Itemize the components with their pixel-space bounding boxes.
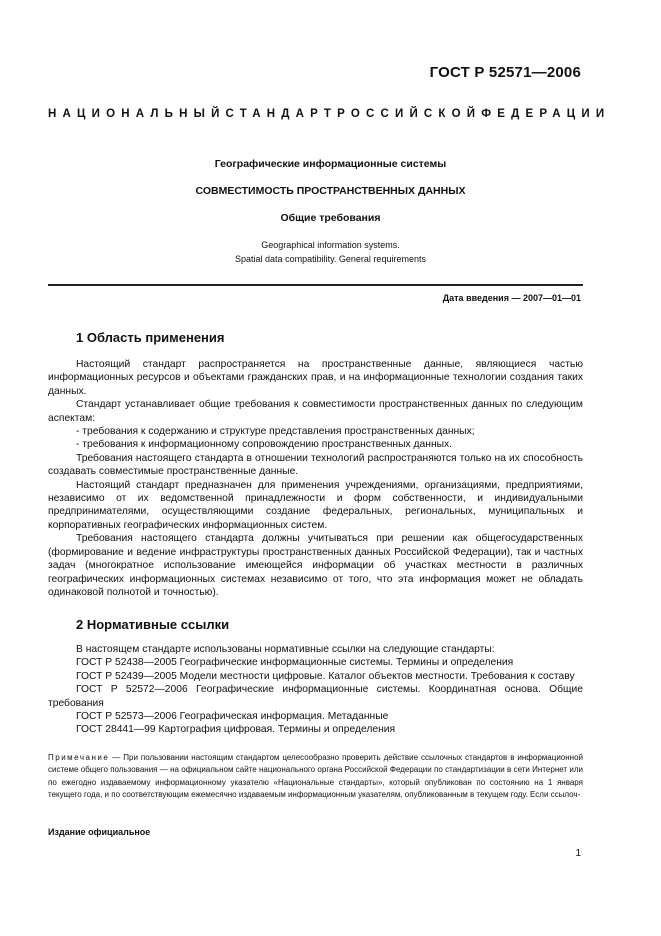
note-text: — При пользовании настоящим стандартом целесообразно проверить действие ссылочных стандартов в информационной системе общего пользования — на официальном сайте национального органа Российской Федерации по стандартизации в сети Интернет или по ежегодно издаваемому информационному указателю «Национальные стандарты», который опубликован по состоянию на 1 января текущего года, и по соответствующим ежемесячно издаваемым информационным указателям, опубликованным в текущем году. Если ссылоч- [48,753,583,799]
paragraph: В настоящем стандарте использованы нормативные ссылки на следующие стандарты: [76,644,495,655]
paragraph: Требования настоящего стандарта в отношении технологий распространяются только на их способность создавать совместимые пространственные данные. [48,452,583,478]
section-1-heading: 1 Область применения [76,330,225,345]
section-2-heading: 2 Нормативные ссылки [76,617,230,632]
banner-word: ФЕДЕРАЦИИ [481,108,611,120]
list-item: - требования к содержанию и структуре представления пространственных данных; [76,426,475,438]
title-line-2: СОВМЕСТИМОСТЬ ПРОСТРАНСТВЕННЫХ ДАННЫХ [195,185,466,197]
title-line-3: Общие требования [280,212,381,224]
title-line-1: Географические информационные системы [214,158,447,170]
paragraph: Настоящий стандарт распространяется на пространственные данные, являющиеся частью информационных ресурсов и объектами гражданских прав, и на информационные технологии создания таких данных. [48,359,583,397]
section-1-body [48,358,583,599]
banner-word: НАЦИОНАЛЬНЫЙ [48,108,226,120]
paragraph: Требования настоящего стандарта должны учитываться при решении как общегосударственных (формирование и ведение инфраструктуры пространственных данных Российской Федерации), так и частных задач (многократное использование имеющейся информации об участках местности в различных географических информационных системах независимо от того, что эта информация может не обладать одинаковой полнотой и точностью). [48,533,583,598]
publication-mark: Издание официальное [48,827,151,837]
document-number: ГОСТ Р 52571—2006 [429,64,581,81]
footnote [48,752,583,801]
title-divider [48,284,583,286]
paragraph: Настоящий стандарт предназначен для применения учреждениями, организациями, предприятиями, независимо от их ведомственной принадлежности и форм собственности, и индивидуальными предпринимателями, осуществляющими создание федеральных, региональных, муниципальных и корпоративных географических информационных систем. [48,479,583,531]
banner-word: СТАНДАРТ [225,108,338,120]
english-title-1: Geographical information systems. [261,240,400,250]
reference-item: ГОСТ Р 52438—2005 Географические информационные системы. Термины и определения [76,657,514,669]
reference-item: ГОСТ Р 52572—2006 Географические информационные системы. Координатная основа. Общие требования [48,684,583,709]
page-number: 1 [575,848,581,859]
reference-item: ГОСТ 28441—99 Картография цифровая. Термины и определения [76,724,396,736]
banner-word: РОССИЙСКОЙ [337,108,482,120]
note-label: Примечание [48,753,110,762]
reference-item: ГОСТ Р 52573—2006 Географическая информация. Метаданные [76,711,389,723]
list-item: - требования к информационному сопровождению пространственных данных. [76,439,453,451]
reference-item: ГОСТ Р 52439—2005 Модели местности цифровые. Каталог объектов местности. Требования к составу [76,670,575,682]
national-standard-banner [48,108,611,120]
section-2-body [48,643,583,737]
paragraph: Стандарт устанавливает общие требования к совместимости пространственных данных по следующим аспектам: [48,399,583,424]
english-title-2: Spatial data compatibility. General requirements [235,254,426,264]
introduction-date: Дата введения — 2007—01—01 [442,293,581,303]
